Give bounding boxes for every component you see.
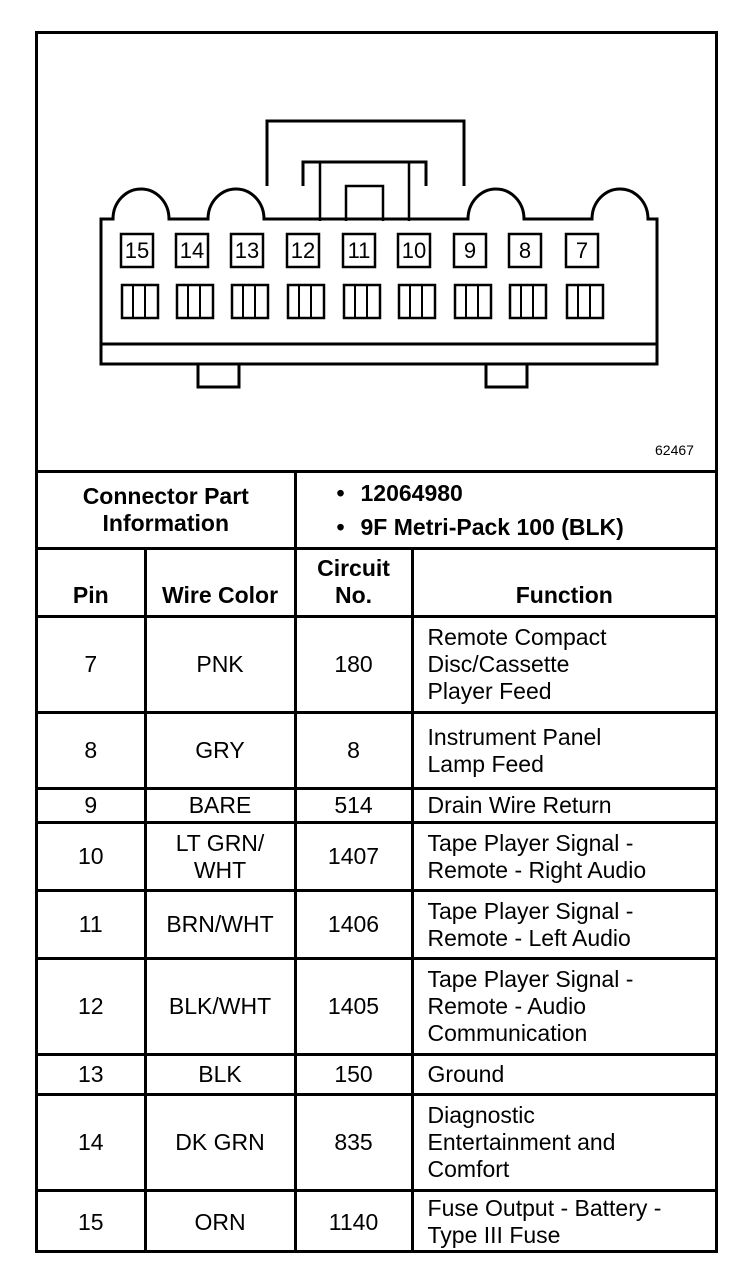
part-number: 12064980 bbox=[360, 480, 463, 506]
pin-number-8: 8 bbox=[518, 238, 532, 263]
pin-cell: 9 bbox=[38, 789, 145, 823]
figure-number: 62467 bbox=[655, 442, 694, 458]
circuit-cell: 514 bbox=[295, 789, 412, 823]
pin-cell: 14 bbox=[38, 1095, 145, 1191]
pin-cell: 11 bbox=[38, 891, 145, 959]
pin-number-12: 12 bbox=[290, 238, 316, 263]
function-cell: Diagnostic Entertainment and Comfort bbox=[412, 1095, 715, 1191]
connector-part-info-label bbox=[38, 472, 295, 549]
function-cell: Ground bbox=[412, 1055, 715, 1095]
pin-number-9: 9 bbox=[463, 238, 477, 263]
connector-info-label-line2: Information bbox=[102, 510, 229, 536]
pin-cell: 7 bbox=[38, 617, 145, 713]
function-cell: Tape Player Signal - Remote - Audio Communication bbox=[412, 959, 715, 1055]
header-wire-color: Wire Color bbox=[145, 549, 295, 617]
circuit-cell: 835 bbox=[295, 1095, 412, 1191]
bullet-icon: • bbox=[336, 480, 345, 506]
table-row bbox=[38, 891, 715, 959]
function-cell: Fuse Output - Battery - Type III Fuse bbox=[412, 1191, 715, 1253]
circuit-cell: 180 bbox=[295, 617, 412, 713]
pin-number-14: 14 bbox=[179, 238, 205, 263]
header-function: Function bbox=[412, 549, 715, 617]
connector-face-diagram bbox=[38, 34, 715, 470]
pin-cell: 13 bbox=[38, 1055, 145, 1095]
pin-cell: 12 bbox=[38, 959, 145, 1055]
wire-color-cell: LT GRN/ WHT bbox=[145, 823, 295, 891]
wire-color-cell: BARE bbox=[145, 789, 295, 823]
pin-13-terminal-slot bbox=[232, 285, 268, 318]
pin-10-terminal-slot bbox=[399, 285, 435, 318]
wire-color-cell: GRY bbox=[145, 713, 295, 789]
table-row bbox=[38, 789, 715, 823]
pin-15-terminal-slot bbox=[122, 285, 158, 318]
function-cell: Instrument Panel Lamp Feed bbox=[412, 713, 715, 789]
connector-info-label-line1: Connector Part bbox=[82, 483, 249, 509]
wire-color-cell: BLK bbox=[145, 1055, 295, 1095]
table-row bbox=[38, 959, 715, 1055]
header-circuit bbox=[295, 549, 412, 617]
header-circuit-line1: Circuit bbox=[317, 555, 390, 581]
function-cell: Tape Player Signal - Remote - Right Audio bbox=[412, 823, 715, 891]
part-type-line bbox=[337, 510, 716, 544]
pin-cell: 15 bbox=[38, 1191, 145, 1253]
table-row bbox=[38, 1095, 715, 1191]
pin-7-terminal-slot bbox=[567, 285, 603, 318]
pin-number-10: 10 bbox=[401, 238, 427, 263]
circuit-cell: 1405 bbox=[295, 959, 412, 1055]
wire-color-cell: DK GRN bbox=[145, 1095, 295, 1191]
bullet-icon: • bbox=[336, 514, 345, 540]
wire-color-cell: PNK bbox=[145, 617, 295, 713]
function-cell: Tape Player Signal - Remote - Left Audio bbox=[412, 891, 715, 959]
table-row bbox=[38, 1055, 715, 1095]
table-header-row bbox=[38, 549, 715, 617]
table-row bbox=[38, 713, 715, 789]
pin-number-11: 11 bbox=[347, 238, 371, 263]
connector-info-row bbox=[38, 472, 715, 549]
part-number-line bbox=[337, 476, 716, 510]
function-cell: Drain Wire Return bbox=[412, 789, 715, 823]
pin-cell: 8 bbox=[38, 713, 145, 789]
pin-cell: 10 bbox=[38, 823, 145, 891]
pin-12-terminal-slot bbox=[288, 285, 324, 318]
pin-11-terminal-slot bbox=[344, 285, 380, 318]
pin-number-13: 13 bbox=[234, 238, 260, 263]
circuit-cell: 1407 bbox=[295, 823, 412, 891]
connector-diagram-frame bbox=[35, 31, 718, 1253]
wire-color-cell: BLK/WHT bbox=[145, 959, 295, 1055]
pin-number-15: 15 bbox=[124, 238, 150, 263]
table-row bbox=[38, 823, 715, 891]
header-circuit-line2: No. bbox=[334, 582, 373, 608]
part-type: 9F Metri-Pack 100 (BLK) bbox=[360, 514, 624, 540]
pin-8-terminal-slot bbox=[510, 285, 546, 318]
table-row bbox=[38, 617, 715, 713]
function-cell: Remote Compact Disc/Cassette Player Feed bbox=[412, 617, 715, 713]
wire-color-cell: BRN/WHT bbox=[145, 891, 295, 959]
table-row bbox=[38, 1191, 715, 1253]
pin-number-7: 7 bbox=[575, 238, 589, 263]
wire-color-cell: ORN bbox=[145, 1191, 295, 1253]
connector-part-info-values bbox=[295, 472, 715, 549]
header-pin: Pin bbox=[38, 549, 145, 617]
circuit-cell: 1140 bbox=[295, 1191, 412, 1253]
circuit-cell: 8 bbox=[295, 713, 412, 789]
pinout-table bbox=[38, 470, 715, 1253]
pin-14-terminal-slot bbox=[177, 285, 213, 318]
circuit-cell: 1406 bbox=[295, 891, 412, 959]
pin-9-terminal-slot bbox=[455, 285, 491, 318]
circuit-cell: 150 bbox=[295, 1055, 412, 1095]
